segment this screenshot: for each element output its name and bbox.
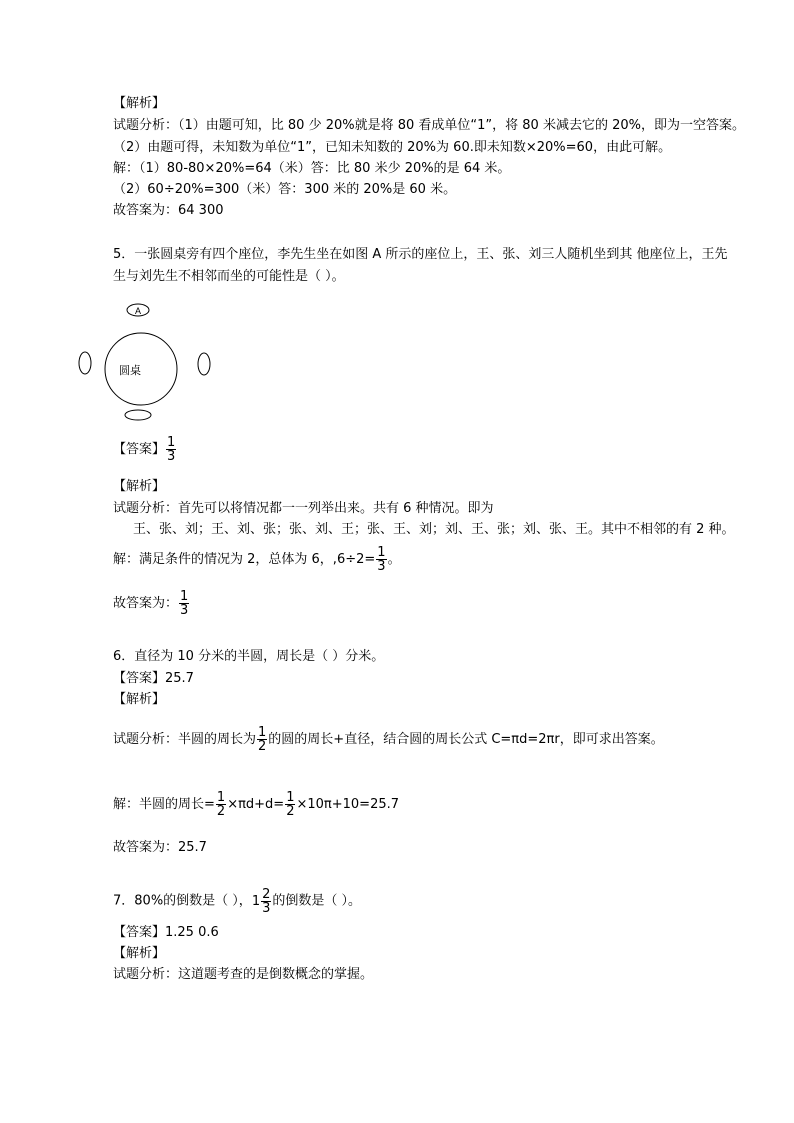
q6-final-answer: 故答案为：25.7 bbox=[113, 840, 207, 855]
q5-jiexi-heading: 【解析】 bbox=[113, 479, 166, 494]
q7-question-rest: 的倒数是（ ）。 bbox=[272, 893, 362, 909]
q4-solution-line-1: 解：（1）80-80×20%=64（米）答：比 80 米少 20%的是 64 米。 bbox=[113, 161, 511, 176]
q5-final-answer bbox=[113, 590, 190, 617]
q6-solution-text: 解：半圆的周长= bbox=[113, 797, 215, 812]
q6-answer: 【答案】25.7 bbox=[113, 671, 194, 686]
q5-answer bbox=[113, 436, 177, 463]
q5-solution-end: 。 bbox=[387, 552, 401, 567]
q7-mixed-number: 1 $\frac{2}{3}$ bbox=[251, 887, 271, 916]
q4-analysis-line-2: （2）由题可得，未知数为单位“1”，已知未知数的 20%为 60.即未知数×20%=60，由此可解。 bbox=[113, 140, 672, 155]
seat-left bbox=[79, 352, 91, 374]
q6-solution-fraction-2: $\frac{1}{2}$ bbox=[286, 790, 295, 819]
q5-question-line-2: 生与刘先生不相邻而坐的可能性是（ ）。 bbox=[113, 269, 345, 284]
q7-jiexi-heading: 【解析】 bbox=[113, 946, 166, 961]
q6-solution-mid: ×πd+d= bbox=[227, 797, 285, 812]
q5-solution bbox=[113, 546, 401, 573]
q6-analysis bbox=[113, 726, 664, 753]
seat-bottom bbox=[125, 410, 151, 420]
q5-answer-fraction: $\frac{1}{3}$ bbox=[167, 435, 176, 464]
q6-solution bbox=[113, 791, 399, 818]
q6-analysis-fraction: $\frac{1}{2}$ bbox=[258, 725, 267, 754]
q5-final-label: 故答案为： bbox=[113, 596, 179, 611]
seat-right bbox=[198, 353, 210, 375]
q4-solution-line-2: （2）60÷20%=300（米）答：300 米的 20%是 60 米。 bbox=[113, 182, 457, 197]
q6-question: 6．直径为 10 分米的半圆，周长是（ ）分米。 bbox=[113, 649, 385, 664]
q7-analysis: 试题分析：这道题考查的是倒数概念的掌握。 bbox=[113, 967, 374, 982]
q5-analysis-line-1: 试题分析：首先可以将情况都一一列举出来。共有 6 种情况。即为 bbox=[113, 501, 494, 516]
round-table-figure bbox=[70, 298, 220, 426]
round-table-label: 圆桌 bbox=[119, 364, 141, 377]
q5-solution-fraction: $\frac{1}{3}$ bbox=[377, 545, 386, 574]
q5-analysis-line-2: 王、张、刘；王、刘、张；张、刘、王；张、王、刘；刘、王、张；刘、张、王。其中不相邻的有 2 种。 bbox=[133, 522, 735, 537]
q6-analysis-text: 试题分析：半圆的周长为 bbox=[113, 732, 257, 747]
q4-jiexi-heading: 【解析】 bbox=[113, 96, 166, 111]
q6-solution-fraction-1: $\frac{1}{2}$ bbox=[216, 790, 226, 819]
q7-question bbox=[113, 888, 361, 915]
q4-final-answer: 故答案为：64 300 bbox=[113, 203, 224, 218]
q4-analysis-line-1: 试题分析：（1）由题可知，比 80 少 20%就是将 80 看成单位“1”，将 80 米减去它的 20%，即为一空答案。 bbox=[113, 118, 745, 133]
q6-jiexi-heading: 【解析】 bbox=[113, 692, 166, 707]
round-table bbox=[105, 333, 177, 405]
q5-solution-text: 解：满足条件的情况为 2，总体为 6，,6÷2= bbox=[113, 552, 376, 567]
q5-final-fraction: $\frac{1}{3}$ bbox=[180, 589, 189, 618]
q7-answer: 【答案】1.25 0.6 bbox=[113, 925, 219, 940]
q6-analysis-rest: 的圆的周长+直径，结合圆的周长公式 C=πd=2πr，即可求出答案。 bbox=[268, 732, 664, 747]
q7-question-text: 7．80%的倒数是（ ）， bbox=[113, 893, 252, 909]
q5-question-line-1: 5．一张圆桌旁有四个座位，李先生坐在如图 A 所示的座位上，王、张、刘三人随机坐到其 他座位上，王先 bbox=[113, 247, 728, 262]
q5-answer-label: 【答案】 bbox=[113, 442, 166, 457]
seat-a-label: A bbox=[134, 306, 142, 316]
q6-solution-end: ×10π+10=25.7 bbox=[296, 797, 400, 812]
